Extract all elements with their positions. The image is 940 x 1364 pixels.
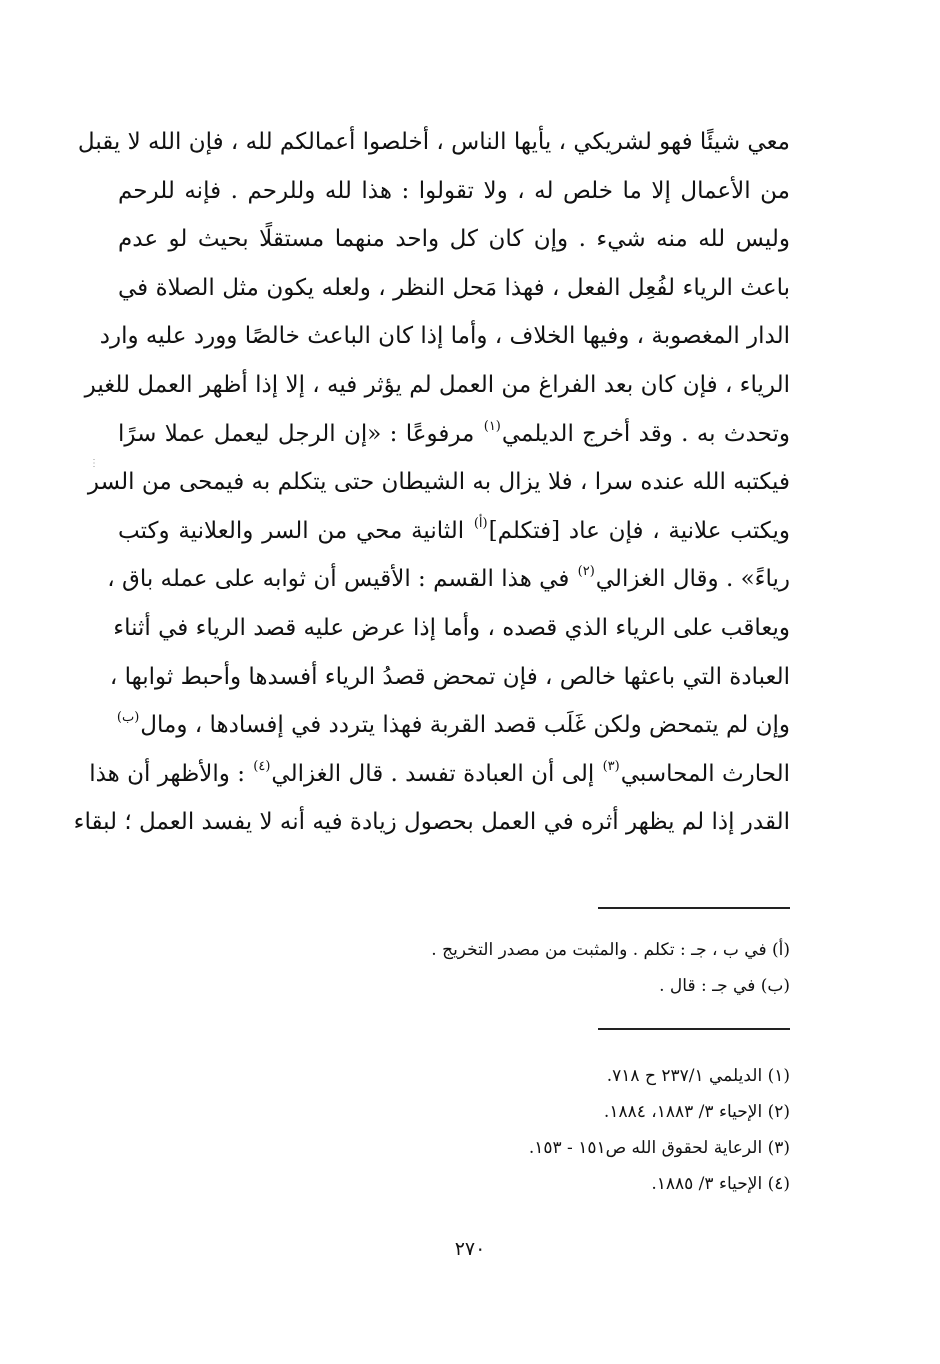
text-line (118, 701, 790, 750)
variant-note: (ب) في جـ : قال . (659, 976, 790, 996)
text-line (89, 750, 790, 799)
variant-ref: (ب) (116, 710, 140, 726)
source-notes (270, 1058, 790, 1202)
line-segment: الحارث المحاسبي (620, 760, 790, 787)
text-line: وليس لله منه شيء . وإن كان كل واحد منهما مستقلًا بحيث لو عدم (118, 226, 790, 253)
text-line (118, 507, 790, 556)
variant-ref: (أ) (473, 515, 488, 531)
scan-mark: ⋮ (89, 458, 99, 469)
line-segment: ويكتب علانية ، فإن عاد [فتكلم] (488, 517, 790, 544)
text-line: معي شيئًا فهو لشريكي ، يأيها الناس ، أخلصوا أعمالكم لله ، فإن الله لا يقبل (77, 129, 790, 155)
source-note: (٤) الإحياء ٣/ ١٨٨٥. (651, 1174, 790, 1194)
text-line: ويعاقب على الرياء الذي قصده ، وأما إذا عرض عليه قصد الرياء في أثناء (113, 614, 790, 641)
line-segment: في هذا القسم : الأقيس أن ثوابه على عمله باق ، (107, 566, 577, 593)
footnote-ref: (٢) (577, 564, 595, 580)
text-line: باعث الرياء لفُعِل الفعل ، فهذا مَحل النظر ، ولعله يكون مثل الصلاة في (118, 274, 790, 301)
line-segment: وإن لم يتمحض ولكن غَلَب قصد القربة فهذا يتردد في إفسادها ، ومال (140, 712, 790, 739)
text-line: فيكتبه الله عنده سرا ، فلا يزال به الشيطان حتى يتكلم به فيمحى من السر (87, 469, 790, 496)
line-segment: رياءً» . وقال الغزالي (595, 566, 790, 593)
source-note: (٢) الإحياء ٣/ ١٨٨٣، ١٨٨٤. (603, 1102, 790, 1122)
footnote-ref: (٣) (602, 758, 620, 774)
footnote-ref: (٤) (253, 758, 271, 774)
variant-note: (أ) في ب ، جـ : تكلم . والمثبت من مصدر التخريج . (431, 940, 790, 960)
footnote-ref: (١) (483, 418, 501, 434)
variant-notes (270, 932, 790, 1004)
footnote-divider (598, 907, 790, 909)
text-line: الرياء ، فإن كان بعد الفراغ من العمل لم يؤثر فيه ، إلا إذا أظهر العمل للغير (84, 371, 790, 398)
text-line: القدر إذا لم يظهر أثره في العمل بحصول زيادة فيه أنه لا يفسد العمل ؛ لبقاء (73, 809, 790, 836)
page-number: ٢٧٠ (454, 1238, 486, 1260)
text-line: الدار المغصوبة ، وفيها الخلاف ، وأما إذا كان الباعث خالصًا وورد عليه وارد (99, 323, 790, 350)
line-segment: الثانية محي من السر والعلانية وكتب (118, 517, 473, 544)
line-segment: وتحدث به . وقد أخرج الديلمي (501, 420, 791, 447)
text-line: من الأعمال إلا ما خلص له ، ولا تقولوا : هذا لله وللرحم . فإنه للرحم (118, 177, 790, 204)
line-segment: إلى أن العبادة تفسد . قال الغزالي (271, 760, 602, 787)
source-note: (٣) الرعاية لحقوق الله ص١٥١ - ١٥٣. (528, 1138, 790, 1158)
footnote-divider (598, 1028, 790, 1030)
source-note: (١) الديلمي ٢٣٧/١ ح ٧١٨. (606, 1066, 790, 1086)
text-line: العبادة التي باعثها خالص ، فإن تمحض قصدُ الرياء أفسدها وأحبط ثوابها ، (109, 663, 790, 690)
text-line (107, 555, 790, 604)
text-line (118, 410, 790, 459)
line-segment: : والأظهر أن هذا (89, 760, 253, 787)
main-text (73, 118, 791, 847)
line-segment: مرفوعًا : «إن الرجل ليعمل عملا سرًا (118, 420, 483, 447)
